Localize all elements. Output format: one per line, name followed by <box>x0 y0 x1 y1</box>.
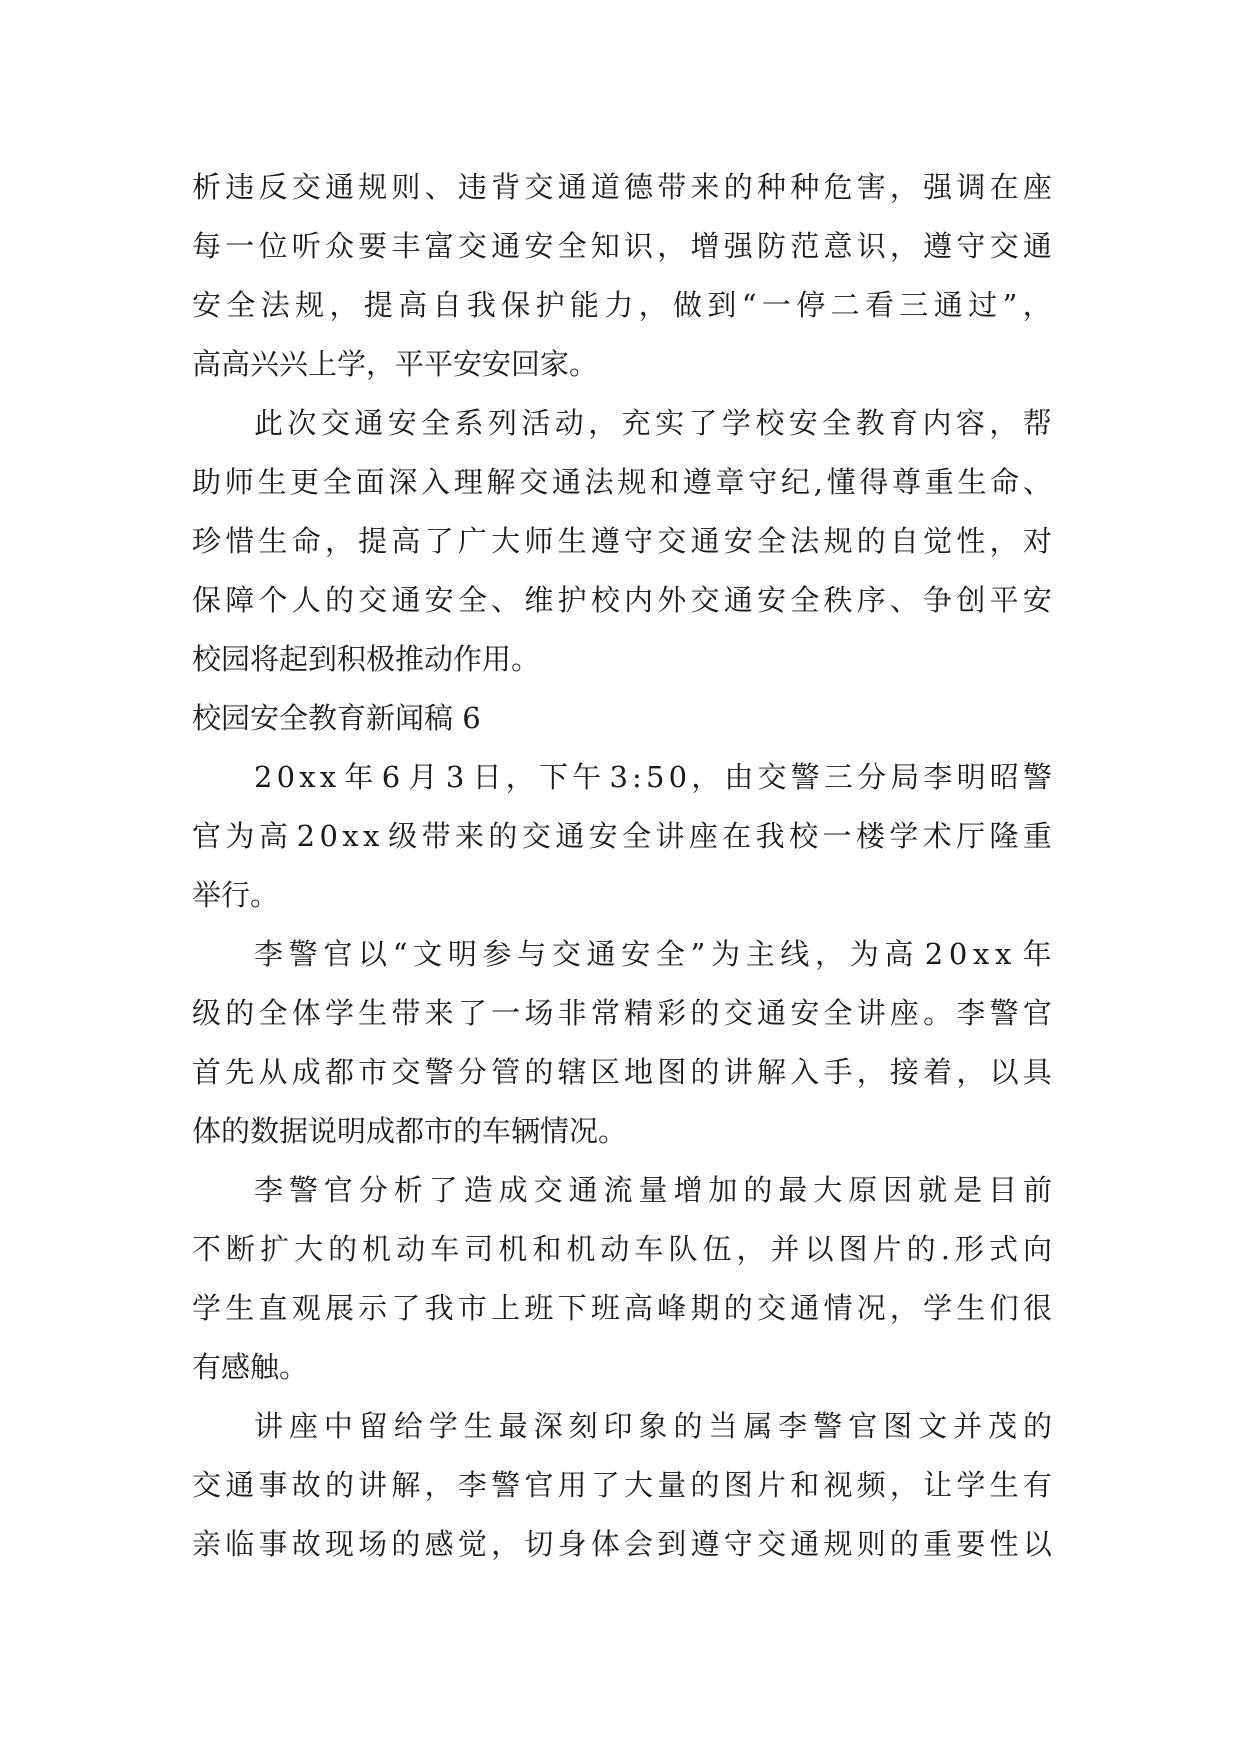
text-line: 高高兴兴上学，平平安安回家。 <box>192 347 599 381</box>
text-line: 保 障 个 人 的 交 通 安 全 、 维 护 校 内 外 交 通 安 全 秩 序 、 争 创 平 安 <box>192 583 1052 617</box>
text-line: 此 次 交 通 安 全 系 列 活 动 ， 充 实 了 学 校 安 全 教 育 内 容 ， 帮 <box>254 406 1052 440</box>
text-line: 级 的 全 体 学 生 带 来 了 一 场 非 常 精 彩 的 交 通 安 全 讲 座 。 李 警 官 <box>192 996 1052 1030</box>
text-line: 校园将起到积极推动作用。 <box>192 642 541 676</box>
text-line: 官 为 高 2 0 x x 级 带 来 的 交 通 安 全 讲 座 在 我 校 一 楼 学 术 厅 隆 重 <box>192 819 1052 853</box>
text-line: 李 警 官 分 析 了 造 成 交 通 流 量 增 加 的 最 大 原 因 就 是 目 前 <box>254 1173 1052 1207</box>
paragraph <box>192 1397 1052 1574</box>
paragraph <box>192 1161 1052 1397</box>
text-line: 不 断 扩 大 的 机 动 车 司 机 和 机 动 车 队 伍 ， 并 以 图 片 的 . 形 式 向 <box>192 1232 1052 1266</box>
text-line: 析 违 反 交 通 规 则 、 违 背 交 通 道 德 带 来 的 种 种 危 害 ， 强 调 在 座 <box>192 170 1052 204</box>
text-line: 2 0 x x 年 6 月 3 日 ， 下 午 3 : 5 0 ， 由 交 警 三 分 局 李 明 昭 警 <box>254 760 1052 794</box>
text-line: 安 全 法 规 ， 提 高 自 我 保 护 能 力 ， 做 到 “ 一 停 二 看 三 通 过 ” ， <box>192 288 1052 322</box>
text-line: 助 师 生 更 全 面 深 入 理 解 交 通 法 规 和 遵 章 守 纪 , 懂 得 尊 重 生 命 、 <box>192 465 1052 499</box>
text-line: 首 先 从 成 都 市 交 警 分 管 的 辖 区 地 图 的 讲 解 入 手 ， 接 着 ， 以 具 <box>192 1055 1052 1089</box>
text-line: 学 生 直 观 展 示 了 我 市 上 班 下 班 高 峰 期 的 交 通 情 况 ， 学 生 们 很 <box>192 1291 1052 1325</box>
paragraph <box>192 158 1052 394</box>
text-line: 交 通 事 故 的 讲 解 ， 李 警 官 用 了 大 量 的 图 片 和 视 频 ， 让 学 生 有 <box>192 1468 1052 1502</box>
section-title: 校园安全教育新闻稿 6 <box>192 701 481 735</box>
text-line: 讲 座 中 留 给 学 生 最 深 刻 印 象 的 当 属 李 警 官 图 文 并 茂 的 <box>254 1409 1052 1443</box>
text-line: 珍 惜 生 命 ， 提 高 了 广 大 师 生 遵 守 交 通 安 全 法 规 的 自 觉 性 ， 对 <box>192 524 1052 558</box>
paragraph <box>192 394 1052 689</box>
text-line: 每 一 位 听 众 要 丰 富 交 通 安 全 知 识 ， 增 强 防 范 意 识 ， 遵 守 交 通 <box>192 229 1052 263</box>
text-line: 举行。 <box>192 878 280 912</box>
text-line: 有感触。 <box>192 1350 309 1384</box>
text-line: 李 警 官 以 “ 文 明 参 与 交 通 安 全 ” 为 主 线 ， 为 高 2 0 x x 年 <box>254 937 1052 971</box>
text-line: 亲 临 事 故 现 场 的 感 觉 ， 切 身 体 会 到 遵 守 交 通 规 则 的 重 要 性 以 <box>192 1527 1052 1561</box>
document-page <box>192 158 1052 1574</box>
paragraph <box>192 748 1052 925</box>
paragraph <box>192 925 1052 1161</box>
text-line: 体的数据说明成都市的车辆情况。 <box>192 1114 628 1148</box>
